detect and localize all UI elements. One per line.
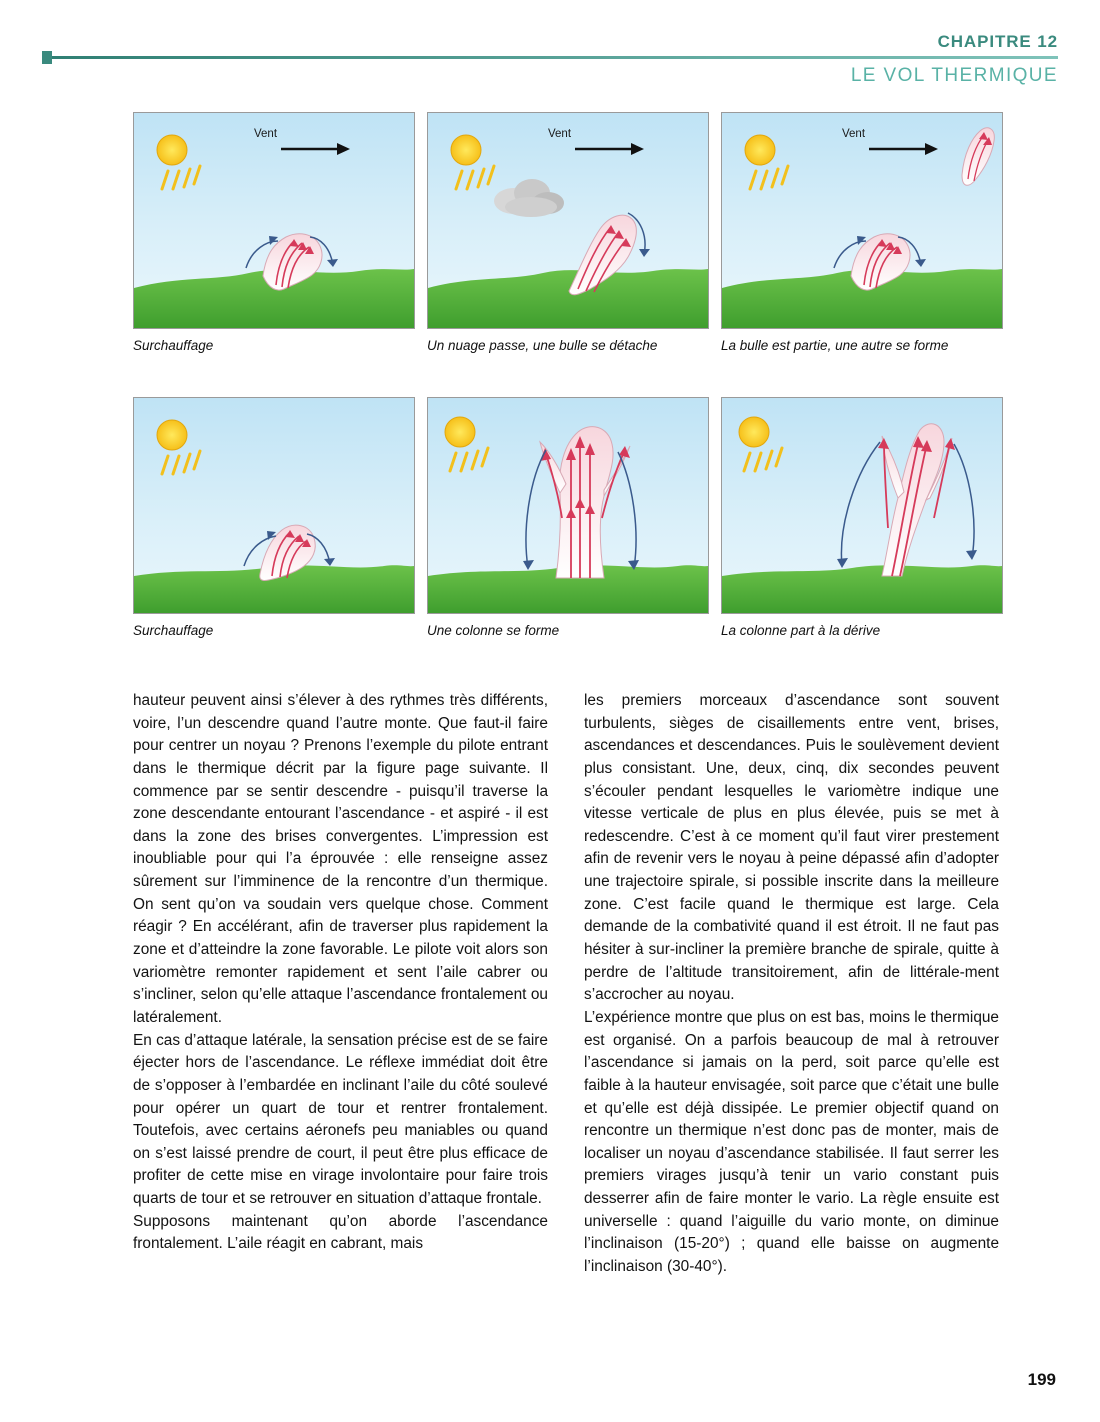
- detached-bubble-illustration: [722, 113, 1002, 328]
- figure-frame: [427, 112, 709, 329]
- figure-grid: [133, 112, 1000, 638]
- header-title-wrap: [42, 65, 1058, 87]
- page-header: [42, 32, 1058, 94]
- thermal-bubble-illustration: [134, 113, 414, 328]
- wind-arrow-icon: [575, 143, 644, 155]
- thermal-column-illustration: [428, 398, 708, 613]
- wind-arrow-icon: [281, 143, 350, 155]
- cloud-icon: [494, 179, 564, 217]
- figure-colonne-derive: [721, 397, 1001, 638]
- wind-label: Vent: [254, 128, 278, 140]
- body-text: [133, 690, 1000, 1279]
- paragraph: hauteur peuvent ainsi s’élever à des rythmes très différents, voire, l’un descendre quand l’autre monte. Que faut-il faire pour centrer un noyau ? Prenons l’exemple du pilote entrant dans le thermique décrit par la figure page suivante. Il commence par se sentir descendre - puisqu’il traverse la zone descendante entourant l’ascendance - et aspiré - il est dans la zone des brises convergentes. L’impression est inoubliable pour qui l’a éprouvée : elle renseigne assez sûrement sur l’imminence de la rencontre d’un thermique. On sent qu’on va soudain vers quelque chose. Comment réagir ? En accélérant, afin de traverser plus rapidement la zone et d’atteindre la zone favorable. Le pilote voit alors son variomètre remonter rapidement et sent l’aile cabrer ou s’incliner, selon qu’elle attaque l’ascendance frontalement ou latéralement.: [133, 692, 548, 1026]
- figure-row-1: [133, 112, 1000, 353]
- detached-bubble-icon: [962, 128, 994, 185]
- paragraph: En cas d’attaque latérale, la sensation précise est de se faire éjecter hors de l’ascendance. Le réflexe immédiat doit être de s’opposer à l’embardée en inclinant l’aile du côté soulevé pour opérer un quart de tour et rentrer frontalement. Toutefois, avec certains aéronefs peu maniables ou quand on s’est laissé prendre de court, il peut être plus efficace de profiter de cette mise en virage involontaire pour faire trois quarts de tour et se retrouver en situation d’attaque frontale.: [133, 1031, 548, 1208]
- paragraph: L’expérience montre que plus on est bas, moins le thermique est organisé. On a parfois beaucoup de mal à retrouver l’ascendance si jamais on la perd, soit parce qu’elle est faible à la hauteur envisagée, soit parce que c’était une bulle et qu’elle est déjà dissipée. Le premier objectif quand on rencontre un thermique n’est donc pas de monter, mais de localiser un noyau d’ascendance stabilisée. Il faut serrer les premiers virages jusqu’à tenir un vario constant puis desserrer afin de faire monter le vario. La règle ensuite est universelle : quand l’aiguille du vario monte, on diminue l’inclinaison (15-20°) ; quand elle baisse on augmente l’inclinaison (30-40°).: [584, 1008, 999, 1276]
- thermal-bubble-illustration: [134, 398, 414, 613]
- figure-caption: Surchauffage: [133, 338, 214, 353]
- text-column-left: [133, 690, 548, 1279]
- paragraph: les premiers morceaux d’ascendance sont souvent turbulents, sièges de cisaillements entre vent, brises, ascendances et descendances. Puis le soulèvement devient plus consistant. Une, deux, cinq, dix secondes peuvent s’écouler pendant lesquelles le variomètre indique une vitesse verticale de plus en plus élevée, puis se met à redescendre. C’est à ce moment qu’il faut virer prestement afin de revenir vers le noyau à peine dépassé afin d’adopter une trajectoire spirale, si possible inscrite dans la meilleure zone. C’est facile quand le thermique est large. Cela demande de la combativité quand il est étroit. Il ne faut pas hésiter à sur-incliner la première branche de spirale, quitte à perdre de l’altitude transitoirement, afin de littérale-ment s’accrocher au noyau.: [584, 692, 999, 1004]
- page-number: 199: [1027, 1370, 1056, 1389]
- figure-frame: [133, 397, 415, 614]
- figure-frame: [721, 397, 1003, 614]
- figure-nuage-bulle: [427, 112, 707, 353]
- wind-label: Vent: [842, 128, 866, 140]
- figure-bulle-partie: [721, 112, 1001, 353]
- figure-caption: Une colonne se forme: [427, 623, 560, 638]
- figure-colonne-forme: [427, 397, 707, 638]
- header-divider: [42, 56, 1058, 59]
- figure-surchauffage-2: [133, 397, 413, 638]
- paragraph: Supposons maintenant qu’on aborde l’ascendance frontalement. L’aile réagit en cabrant, mais: [133, 1212, 548, 1253]
- text-column-right: [584, 690, 999, 1279]
- figure-frame: [133, 112, 415, 329]
- figure-surchauffage-1: [133, 112, 413, 353]
- figure-caption: Un nuage passe, une bulle se détache: [427, 338, 658, 353]
- wind-arrow-icon: [869, 143, 938, 155]
- wind-label: Vent: [548, 128, 572, 140]
- figure-caption: Surchauffage: [133, 623, 214, 638]
- header-texts: [42, 32, 1058, 52]
- figure-caption: La colonne part à la dérive: [721, 623, 881, 638]
- figure-caption: La bulle est partie, une autre se forme: [721, 338, 949, 353]
- figure-frame: [427, 397, 709, 614]
- figure-row-2: [133, 397, 1000, 638]
- cloud-and-bubble-illustration: [428, 113, 708, 328]
- figure-frame: [721, 112, 1003, 329]
- chapter-title: LE VOL THERMIQUE: [850, 65, 1058, 86]
- chapter-number: CHAPITRE 12: [937, 32, 1058, 51]
- drifting-column-illustration: [722, 398, 1002, 613]
